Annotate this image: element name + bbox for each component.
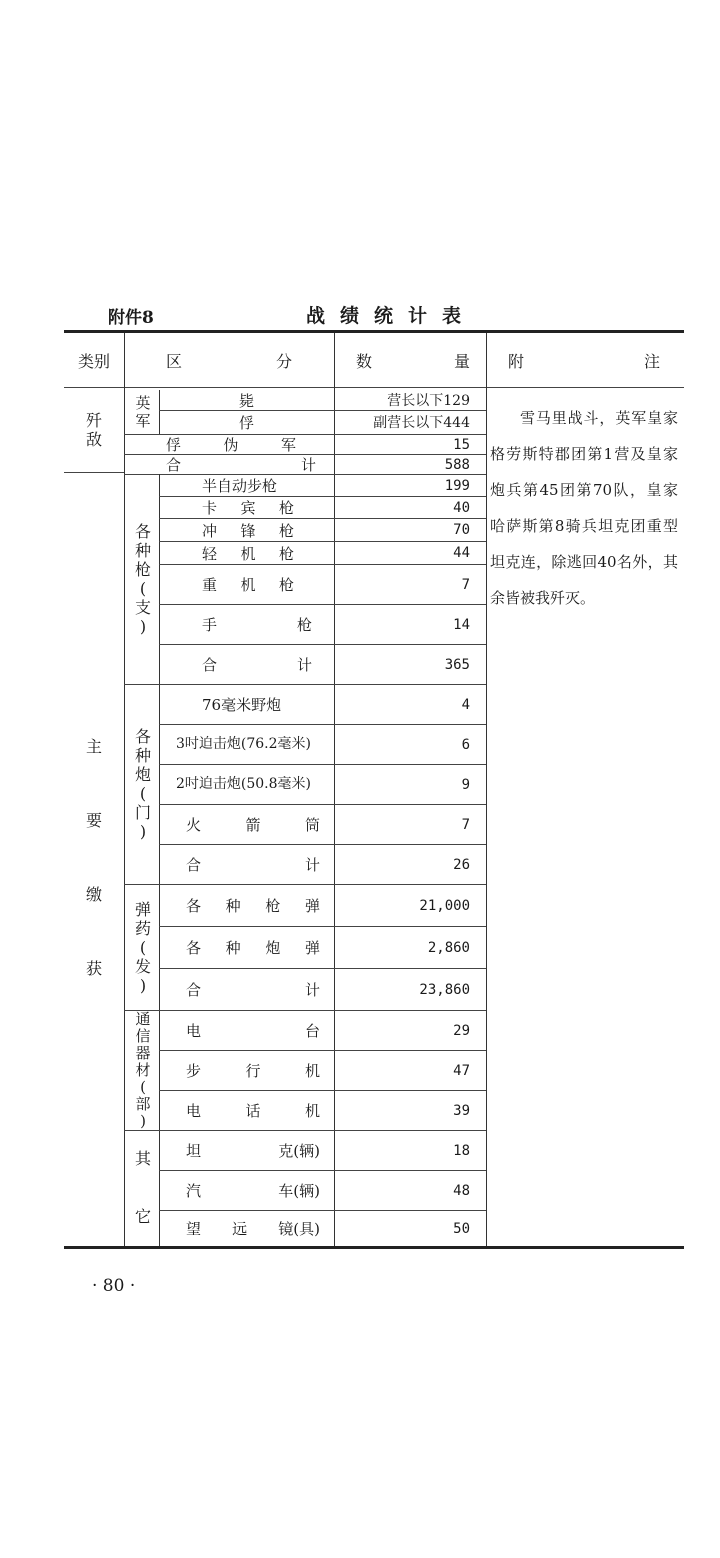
value-ammo-total: 23,860 (419, 981, 470, 998)
row-small-arms-ammo: 各 种 枪 弹 (186, 897, 320, 915)
value-binoculars: 50 (453, 1220, 470, 1237)
group-other-label: 其 它 (134, 1149, 151, 1226)
header-divider (64, 387, 684, 388)
row-artillery-total: 合 计 (186, 856, 320, 874)
british-label: 英 军 (135, 394, 151, 430)
row-telephone: 电 话 机 (186, 1102, 320, 1120)
bottom-rule (64, 1246, 684, 1249)
value-killed: 营长以下129 (387, 393, 470, 409)
row-ammo-total: 合 计 (186, 981, 320, 999)
value-radio-station: 29 (453, 1022, 470, 1039)
row-rocket-launcher: 火 箭 筒 (186, 816, 320, 834)
value-semi-auto-rifle: 199 (444, 477, 470, 494)
header-note: 附 注 (508, 351, 660, 371)
row-walkie-talkie: 步 行 机 (186, 1062, 320, 1080)
page-number: · 80 · (92, 1276, 136, 1296)
value-artillery-shells: 2,860 (427, 939, 470, 956)
row-hmg: 重 机 枪 (202, 576, 294, 594)
note-text: 雪马里战斗，英军皇家格劳斯特郡团第1营及皇家炮兵第45团第70队，皇家哈萨斯第8骑兵坦克团重型坦克连，除逃回40名外，其余皆被我歼灭。 (490, 409, 678, 607)
value-smg: 70 (453, 522, 470, 538)
value-enemy-total: 588 (444, 456, 470, 473)
category-divider (64, 472, 124, 473)
row-semi-auto-rifle: 半自动步枪 (202, 477, 278, 495)
group-guns-label: 各 种 枪 ( 支 ) (134, 522, 151, 636)
col-divider-3 (486, 333, 487, 1246)
value-carbine: 40 (453, 499, 470, 516)
col-divider-1 (124, 333, 125, 1246)
value-3in-mortar: 6 (461, 736, 470, 753)
row-captured-label: 俘 (238, 413, 254, 432)
group-comms-label: 通 信 器 材 ( 部 ) (135, 1009, 151, 1130)
value-guns-total: 365 (444, 656, 470, 673)
row-3in-mortar: 3吋迫击炮(76.2毫米) (176, 736, 312, 752)
value-2in-mortar: 9 (461, 776, 470, 793)
value-walkie-talkie: 47 (453, 1062, 470, 1079)
value-puppet: 15 (453, 436, 470, 453)
attachment-label: 附件8 (108, 308, 154, 328)
row-carbine: 卡 宾 枪 (202, 499, 294, 517)
table-title: 战绩统计表 (306, 305, 477, 327)
value-pistol: 14 (453, 616, 470, 633)
row-guns-total: 合 计 (202, 656, 312, 674)
value-captured: 副营长以下444 (373, 415, 470, 431)
row-puppet-label: 俘 伪 军 (166, 436, 296, 454)
header-category: 类别 (77, 351, 110, 371)
row-pistol: 手 枪 (202, 616, 312, 634)
value-hmg: 7 (461, 576, 470, 593)
header-quantity: 数 量 (356, 351, 470, 371)
value-76mm-field-gun: 4 (461, 696, 470, 713)
row-enemy-total-label: 合 计 (166, 456, 316, 474)
top-rule (64, 330, 684, 333)
value-lmg: 44 (453, 545, 470, 561)
row-tank: 坦 克(辆) (186, 1142, 320, 1160)
value-telephone: 39 (453, 1102, 470, 1119)
category-enemy: 歼 敌 (85, 411, 102, 449)
row-lmg: 轻 机 枪 (202, 544, 294, 563)
header-division: 区 分 (166, 351, 292, 371)
value-vehicle: 48 (453, 1182, 470, 1199)
row-76mm-field-gun: 76毫米野炮 (202, 696, 282, 714)
value-tank: 18 (453, 1142, 470, 1159)
group-ammo-label: 弹 药 ( 发 ) (134, 899, 151, 995)
category-capture: 主 要 缴 获 (85, 737, 102, 978)
row-2in-mortar: 2吋迫击炮(50.8毫米) (176, 776, 312, 792)
row-binoculars: 望 远 镜(具) (186, 1220, 320, 1238)
row-artillery-shells: 各 种 炮 弹 (186, 939, 320, 957)
group-artillery-label: 各 种 炮 ( 门 ) (134, 727, 151, 841)
row-killed-label: 毙 (238, 391, 254, 410)
row-vehicle: 汽 车(辆) (186, 1182, 320, 1200)
row-smg: 冲 锋 枪 (202, 521, 294, 540)
row-radio-station: 电 台 (186, 1022, 320, 1040)
value-small-arms-ammo: 21,000 (419, 897, 470, 914)
value-artillery-total: 26 (453, 856, 470, 873)
value-rocket-launcher: 7 (461, 816, 470, 833)
